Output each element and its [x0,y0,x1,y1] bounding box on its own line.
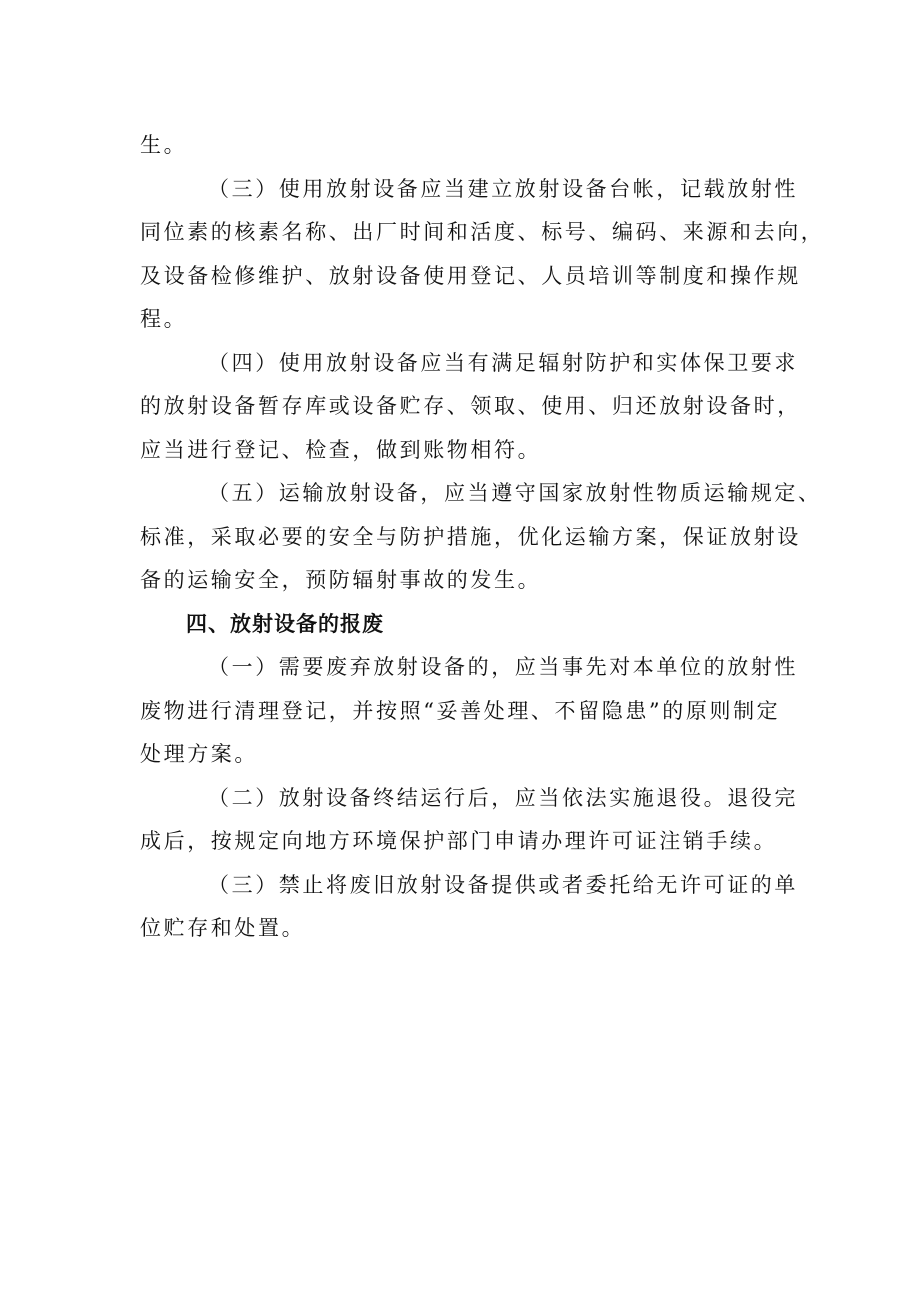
text-line: 的放射设备暂存库或设备贮存、领取、使用、归还放射设备时， [140,394,801,418]
section-heading: 四、放射设备的报废 [186,611,384,636]
paragraph-start-line: （一）需要废弃放射设备的，应当事先对本单位的放射性 [208,655,798,679]
text-line: 程。 [140,307,188,331]
text-line: 应当进行登记、检查，做到账物相符。 [140,437,542,462]
text-line: 及设备检修维护、放射设备使用登记、人员培训等制度和操作规 [140,263,801,288]
paragraph-start-line: （三）禁止将废旧放射设备提供或者委托给无许可证的单 [208,872,798,897]
text-line: 同位素的核素名称、出厂时间和活度、标号、编码、来源和去向， [140,220,825,244]
paragraph-start-line: （四）使用放射设备应当有满足辐射防护和实体保卫要求 [208,350,798,375]
text-line: 位贮存和处置。 [140,916,306,940]
paragraph-start-line: （五）运输放射设备，应当遵守国家放射性物质运输规定、 [208,481,822,505]
text-line: 标准，采取必要的安全与防护措施，优化运输方案，保证放射设 [140,524,801,549]
paragraph-start-line: （二）放射设备终结运行后，应当依法实施退役。退役完 [208,785,798,810]
text-line: 废物进行清理登记，并按照“妥善处理、不留隐患”的原则制定 [140,698,781,723]
text-line: 生。 [140,133,188,157]
paragraph-start-line: （三）使用放射设备应当建立放射设备台帐，记载放射性 [208,176,798,201]
text-line: 备的运输安全，预防辐射事故的发生。 [140,568,542,592]
text-line: 成后，按规定向地方环境保护部门申请办理许可证注销手续。 [140,829,778,853]
text-line: 处理方案。 [140,742,258,766]
document-body [140,124,825,951]
